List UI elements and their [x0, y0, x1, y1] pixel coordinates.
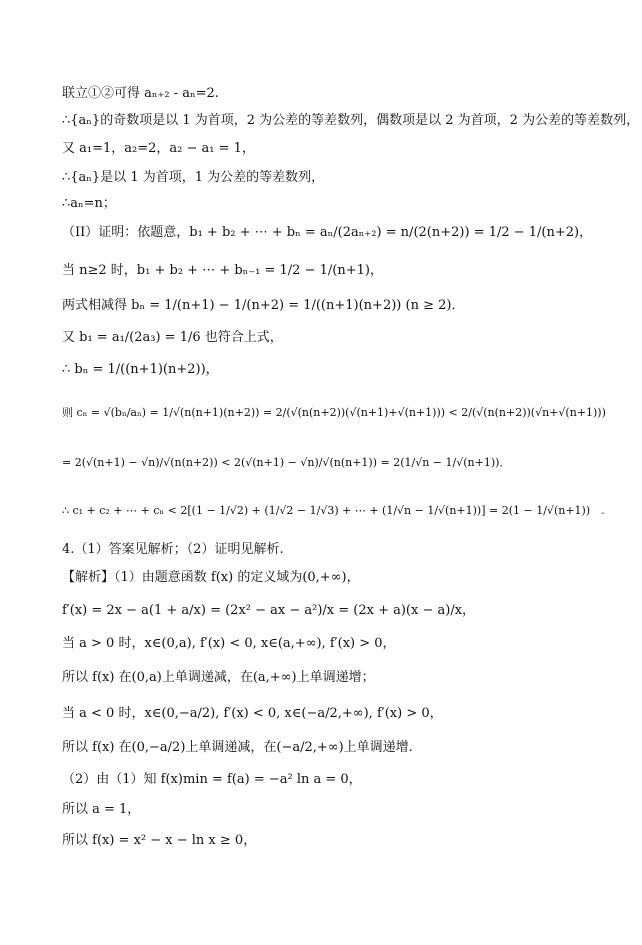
text-line-3: 又 a₁=1，a₂=2，a₂ − a₁ = 1， — [62, 141, 255, 156]
text-line-4: ∴{aₙ}是以 1 为首项，1 为公差的等差数列， — [62, 170, 325, 185]
text-line-21: （2）由（1）知 f(x)min = f(a) = −a² ln a = 0， — [62, 772, 362, 787]
text-line-8: 两式相减得 bₙ = 1/(n+1) − 1/(n+2) = 1/((n+1)(n+2)) (n ≥ 2)． — [62, 298, 465, 313]
text-line-18: 所以 f(x) 在(0,a)上单调递减，在(a,+∞)上单调递增； — [62, 670, 375, 685]
text-line-16: f′(x) = 2x − a(1 + a/x) = (2x² − ax − a²)/x = (2x + a)(x − a)/x， — [62, 603, 476, 618]
text-line-22: 所以 a = 1， — [62, 802, 141, 817]
text-line-7: 当 n≥2 时，b₁ + b₂ + ⋯ + bₙ₋₁ = 1/2 − 1/(n+1)， — [62, 263, 383, 278]
text-line-11: 则 cₙ = √(bₙ/aₙ) = 1/√(n(n+1)(n+2)) = 2/(√(n(n+2))(√(n+1)+√(n+1))) < 2/(√(n(n+2))(√n+√(n+1))) — [62, 406, 606, 419]
text-line-14: 4.（1）答案见解析；（2）证明见解析. — [62, 542, 284, 557]
text-line-15: 【解析】（1）由题意函数 f(x) 的定义域为(0,+∞)， — [62, 570, 360, 585]
text-line-17: 当 a > 0 时，x∈(0,a), f′(x) < 0, x∈(a,+∞), f′(x) > 0， — [62, 636, 396, 651]
text-line-9: 又 b₁ = a₁/(2a₃) = 1/6 也符合上式， — [62, 330, 283, 345]
text-line-6: （II）证明：依题意，b₁ + b₂ + ⋯ + bₙ = aₙ/(2aₙ₊₂) = n/(2(n+2)) = 1/2 − 1/(n+2)， — [62, 225, 593, 240]
text-line-19: 当 a < 0 时，x∈(0,−a/2), f′(x) < 0, x∈(−a/2,+∞), f′(x) > 0， — [62, 706, 443, 721]
text-line-10: ∴ bₙ = 1/((n+1)(n+2))， — [62, 362, 219, 377]
text-line-12: = 2(√(n+1) − √n)/√(n(n+2)) < 2(√(n+1) − √n)/√(n(n+1)) = 2(1/√n − 1/√(n+1))． — [62, 456, 511, 469]
text-line-23: 所以 f(x) = x² − x − ln x ≥ 0， — [62, 833, 257, 848]
text-line-2: ∴{aₙ}的奇数项是以 1 为首项，2 为公差的等差数列，偶数项是以 2 为首项，2 为公差的等差数列， — [62, 113, 640, 128]
text-line-20: 所以 f(x) 在(0,−a/2)上单调递减，在(−a/2,+∞)上单调递增. — [62, 740, 413, 755]
text-line-1: 联立①②可得 aₙ₊₂ - aₙ=2. — [62, 86, 219, 101]
text-line-13: ∴ c₁ + c₂ + ⋯ + cₙ < 2[(1 − 1/√2) + (1/√2 − 1/√3) + ⋯ + (1/√n − 1/√(n+1))] = 2(1 − 1/√(n+1)) . — [62, 504, 605, 517]
text-line-5: ∴aₙ=n； — [62, 196, 116, 211]
